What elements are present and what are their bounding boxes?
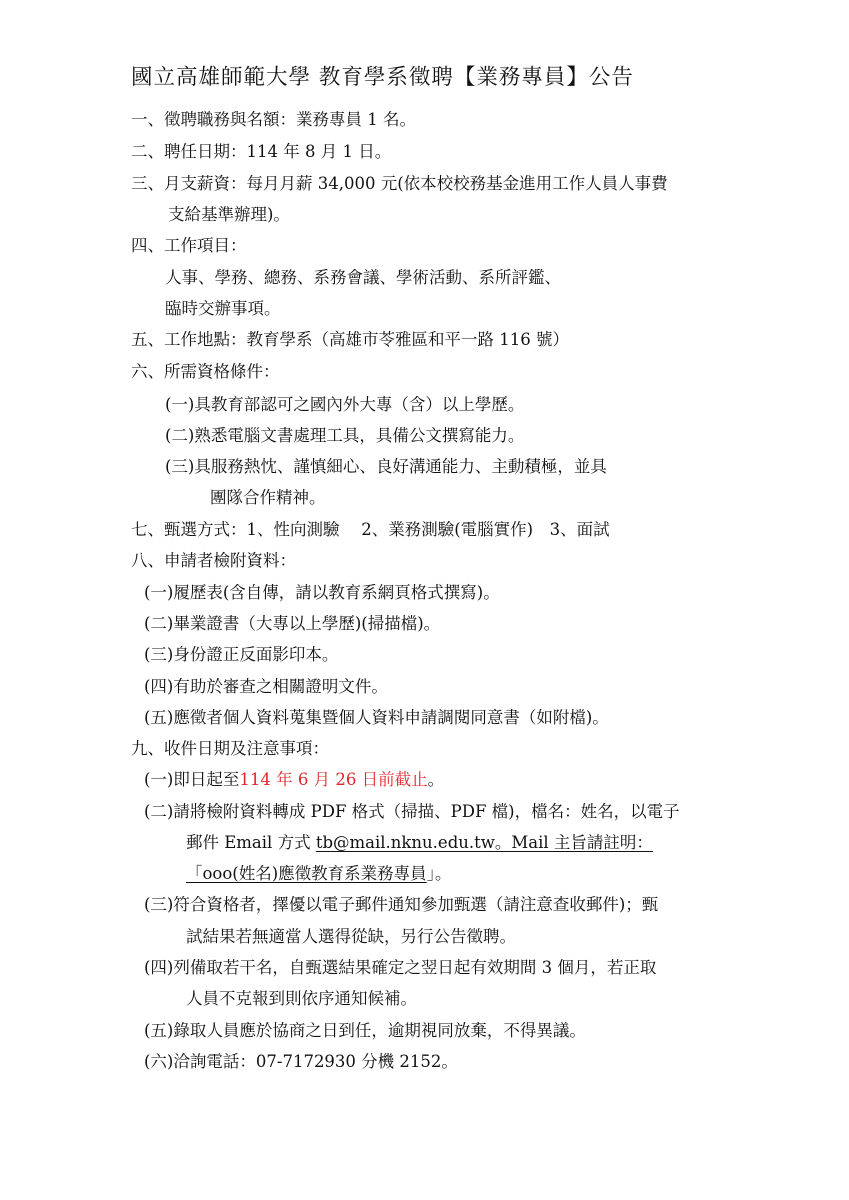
section-1-position-and-quota: 一、徵聘職務與名額：業務專員 1 名。 xyxy=(131,110,416,129)
section-6-item-3-cont: 團隊合作精神。 xyxy=(210,488,326,507)
section-9-item-3-cont: 試結果若無適當人選得從缺，另行公告徵聘。 xyxy=(186,927,516,946)
section-6-item-2: (二)熟悉電腦文書處理工具，具備公文撰寫能力。 xyxy=(165,426,525,445)
mail-subject-format: 「ooo(姓名)應徵教育系業務專員 xyxy=(186,864,427,883)
section-8-item-4: (四)有助於審查之相關證明文件。 xyxy=(144,677,388,696)
mail-subject-suffix: 」。 xyxy=(426,864,452,883)
section-9-item-4-cont: 人員不克報到則依序通知候補。 xyxy=(186,989,417,1008)
section-9-item-5: (五)錄取人員應於協商之日到任，逾期視同放棄，不得異議。 xyxy=(144,1021,586,1040)
page-title: 國立高雄師範大學 教育學系徵聘【業務專員】公告 xyxy=(131,65,634,90)
section-9-item-3: (三)符合資格者，擇優以電子郵件通知參加甄選（請注意查收郵件)；甄 xyxy=(144,895,659,914)
deadline-suffix: 。 xyxy=(427,770,445,789)
deadline-prefix: (一)即日起至 xyxy=(144,770,240,789)
section-9-item-2-subject-line xyxy=(186,862,451,886)
section-9-deadline-heading: 九、收件日期及注意事項： xyxy=(131,739,329,758)
section-9-item-4: (四)列備取若干名，自甄選結果確定之翌日起有效期間 3 個月，若正取 xyxy=(144,958,657,977)
email-prefix: 郵件 Email 方式 xyxy=(186,833,316,852)
deadline-date: 114 年 6 月 26 日前截止 xyxy=(239,770,428,789)
section-8-item-1: (一)履歷表(含自傳，請以教育系網頁格式撰寫)。 xyxy=(144,583,500,602)
section-3-salary: 三、月支薪資：每月月薪 34,000 元(依本校校務基金進用工作人員人事費 xyxy=(131,174,668,193)
section-4-duties-line-2: 臨時交辦事項。 xyxy=(165,299,281,318)
section-6-item-3: (三)具服務熱忱、謹慎細心、良好溝通能力、主動積極，並具 xyxy=(165,457,607,476)
section-3-salary-cont: 支給基準辦理)。 xyxy=(168,205,290,224)
section-5-work-location: 五、工作地點：教育學系（高雄市苓雅區和平一路 116 號） xyxy=(131,330,569,349)
section-4-duties-line-1: 人事、學務、總務、系務會議、學術活動、系所評鑑、 xyxy=(165,268,561,287)
section-9-item-2: (二)請將檢附資料轉成 PDF 格式（掃描、PDF 檔)，檔名：姓名，以電子 xyxy=(144,802,680,821)
section-4-duties-heading: 四、工作項目： xyxy=(131,236,247,255)
section-2-employment-date: 二、聘任日期：114 年 8 月 1 日。 xyxy=(131,142,392,161)
email-link[interactable]: tb@mail.nknu.edu.tw。Mail 主旨請註明： xyxy=(315,833,653,852)
section-8-documents-heading: 八、申請者檢附資料： xyxy=(131,551,296,570)
section-8-item-2: (二)畢業證書（大專以上學歷)(掃描檔)。 xyxy=(144,614,441,633)
section-9-item-6-contact-phone: (六)洽詢電話：07-7172930 分機 2152。 xyxy=(144,1052,458,1071)
section-7-selection-method: 七、甄選方式：1、性向測驗 2、業務測驗(電腦實作) 3、面試 xyxy=(131,520,610,539)
section-9-item-1 xyxy=(144,768,444,792)
section-6-item-1: (一)具教育部認可之國內外大專（含）以上學歷。 xyxy=(165,395,525,414)
section-6-qualifications-heading: 六、所需資格條件： xyxy=(131,362,280,381)
section-8-item-3: (三)身份證正反面影印本。 xyxy=(144,645,339,664)
section-8-item-5: (五)應徵者個人資料蒐集暨個人資料申請調閱同意書（如附檔)。 xyxy=(144,708,609,727)
section-9-item-2-email-line xyxy=(186,831,653,855)
